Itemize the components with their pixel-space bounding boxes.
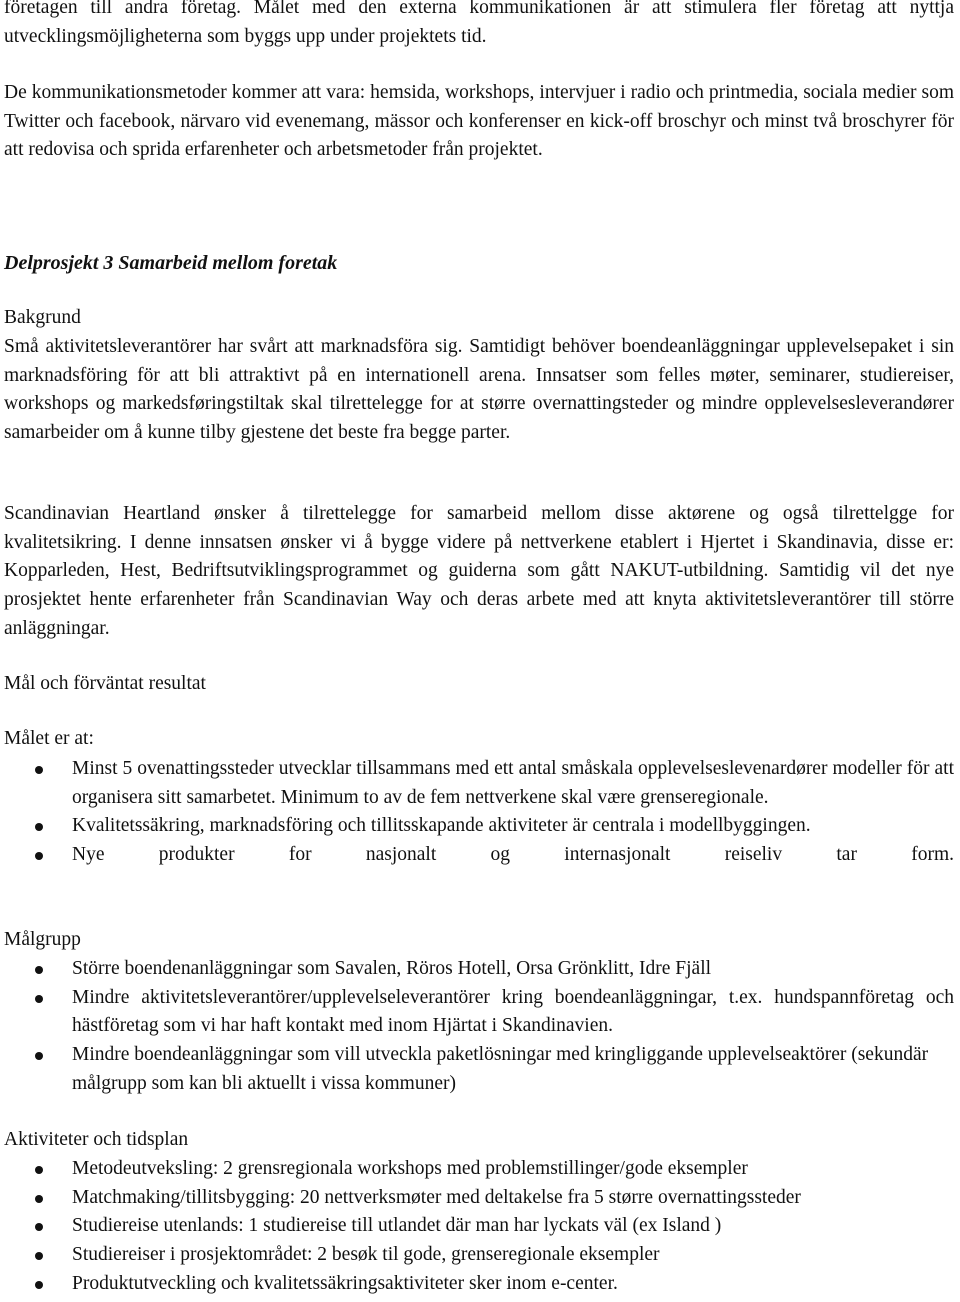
list-item-text: Produktutveckling och kvalitetssäkringsaktiviteter sker inom e-center. <box>72 1272 618 1294</box>
bullet-icon <box>35 995 43 1003</box>
list-item <box>4 755 954 812</box>
bullet-icon <box>35 852 43 860</box>
bakgrund-heading: Bakgrund <box>4 307 81 328</box>
intro-line-2: utvecklingsmöjligheterna som byggs upp under projektets tid. <box>4 25 487 47</box>
bullet-icon <box>35 1166 43 1174</box>
list-item-text: Kvalitetssäkring, marknadsföring och tillitsskapande aktiviteter är centrala i modellbyggingen. <box>72 815 811 837</box>
malgrupp-heading: Målgrupp <box>4 929 81 950</box>
heartland-paragraph: Scandinavian Heartland ønsker å tilrettelegge for samarbeid mellom disse aktørene og også tilrettelgge for kvalitetsikring. I denne innsatsen ønsker vi å bygge videre på nettverkene etablert i Hjertet i Skandinavia, disse er: Kopparleden, Hest, Bedriftsutviklingsprogrammet og guiderna som gått NAKUT-utbildning. Samtidig vil det nye prosjektet hente erfarenheter från Scandinavian Way och deras arbete med att knyta aktivitetsleverantörer till större anläggningar. <box>4 503 954 639</box>
list-item-text: Metodeutveksling: 2 grensregionala workshops med problemstillinger/gode eksempler <box>72 1158 748 1179</box>
list-item-text: Större boendenanläggningar som Savalen, Röros Hotell, Orsa Grönklitt, Idre Fjäll <box>72 958 712 979</box>
section-title: Delprosjekt 3 Samarbeid mellom foretak <box>4 252 338 274</box>
intro-line-1: företagen till andra företag. Målet med den externa kommunikationen är att stimulera fler företag att nyttja <box>4 0 954 18</box>
mal-intro: Målet er at: <box>4 728 94 749</box>
bullet-icon <box>35 966 43 974</box>
bullet-icon <box>35 1281 43 1289</box>
list-item-text: Studiereise utenlands: 1 studiereise till utlandet där man har lyckats väl (ex Island ) <box>72 1215 722 1237</box>
list-item-text: Studiereiser i prosjektområdet: 2 besøk til gode, grenseregionale eksempler <box>72 1244 660 1266</box>
bullet-icon <box>35 766 43 774</box>
list-item-text: Minst 5 ovenattingssteder utvecklar tillsammans med ett antal småskala opplevelseslevenardører modeller för att organisera sitt samarbetet. Minimum to av de fem nettverkene skal være grenseregionale. <box>72 758 954 808</box>
list-item <box>4 984 954 1041</box>
bullet-icon <box>35 1252 43 1260</box>
bullet-icon <box>35 823 43 831</box>
list-item <box>4 1270 954 1299</box>
list-item-text: Matchmaking/tillitsbygging: 20 nettverksmøter med deltakelse fra 5 større overnattingssteder <box>72 1186 801 1208</box>
bullet-icon <box>35 1052 43 1060</box>
list-item-text: Mindre aktivitetsleverantörer/upplevelseleverantörer kring boendeanläggningar, t.ex. hundspannföretag och hästföretag som vi har haft kontakt med inom Hjärtat i Skandinavien. <box>72 986 954 1037</box>
bakgrund-paragraph: Små aktivitetsleverantörer har svårt att marknadsföra sig. Samtidigt behöver boendeanläggningar upplevelsepaket i sin marknadsföring för att bli attraktivt på en internationell arena. Innsatser som felles møter, seminarer, studiereiser, workshops og markedsføringstiltak skal tilrettelegge for at større overnattingsteder og mindre opplevelsesleverandører samarbeider om å kunne tilby gjestene det beste fra begge parter. <box>4 336 954 444</box>
aktiviteter-list <box>4 1155 954 1299</box>
list-item <box>4 955 954 984</box>
list-item <box>4 841 954 870</box>
list-item <box>4 1184 954 1213</box>
mal-list <box>4 755 954 870</box>
list-item <box>4 1041 954 1098</box>
malgrupp-list <box>4 955 954 1099</box>
list-item <box>4 812 954 841</box>
communication-paragraph: De kommunikationsmetoder kommer att vara: hemsida, workshops, intervjuer i radio och printmedia, sociala medier som Twitter och facebook, närvaro vid evenemang, mässor och konferenser en kick-off broschyr och minst två broschyrer för att redovisa och sprida erfarenheter och arbetsmetoder från projektet. <box>4 82 954 161</box>
list-item <box>4 1155 954 1184</box>
mal-heading: Mål och förväntat resultat <box>4 673 206 694</box>
list-item <box>4 1241 954 1270</box>
list-item-text: Nye produkter for nasjonalt og internasjonalt reiseliv tar form. <box>72 844 954 866</box>
bullet-icon <box>35 1223 43 1231</box>
bullet-icon <box>35 1195 43 1203</box>
aktiviteter-heading: Aktiviteter och tidsplan <box>4 1129 189 1150</box>
intro-paragraph <box>4 0 954 51</box>
list-item <box>4 1212 954 1241</box>
list-item-text: Mindre boendeanläggningar som vill utveckla paketlösningar med kringliggande upplevelseaktörer (sekundär målgrupp som kan bli aktuellt i vissa kommuner) <box>72 1044 929 1094</box>
